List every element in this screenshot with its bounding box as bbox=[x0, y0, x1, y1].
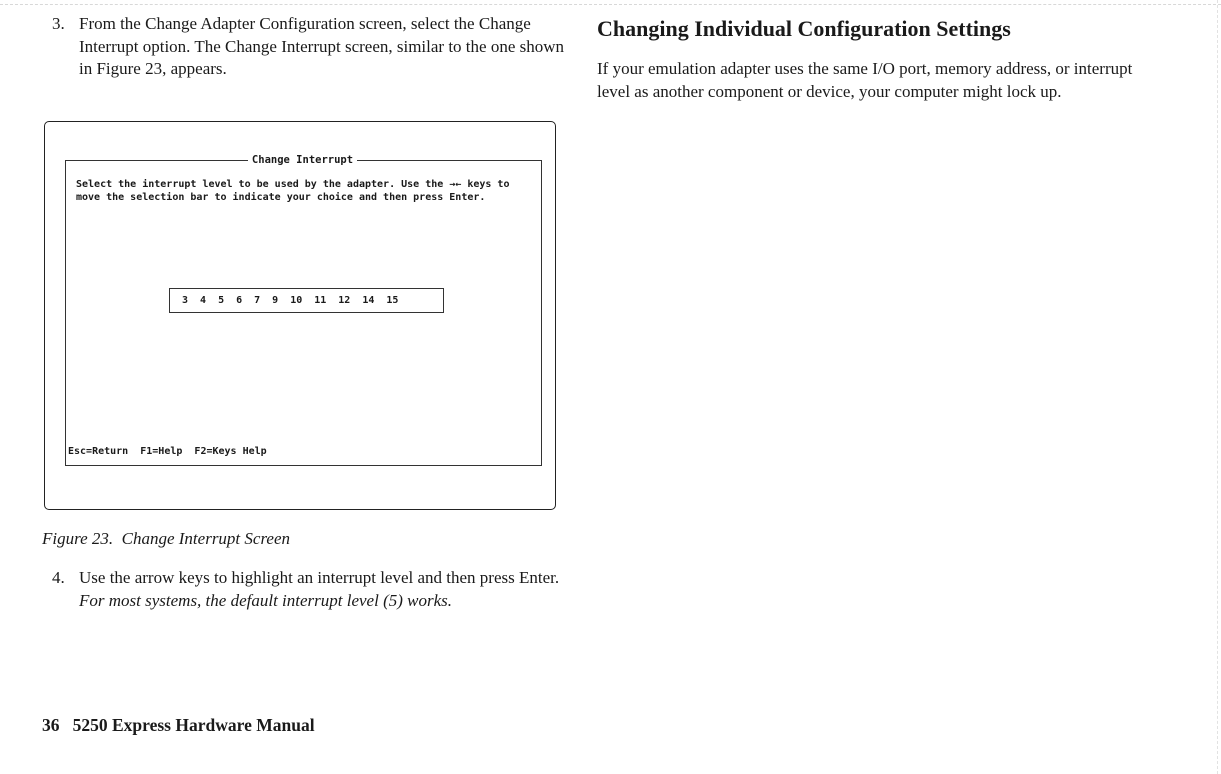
page-footer bbox=[42, 714, 315, 736]
dialog-title-rule-left bbox=[66, 160, 248, 161]
dialog-title-rule-right bbox=[357, 160, 541, 161]
step-4-note: For most systems, the default interrupt level (5) works. bbox=[79, 590, 453, 610]
step-4-number: 4. bbox=[52, 568, 65, 587]
interrupt-level-option[interactable]: 9 bbox=[272, 294, 279, 306]
interrupt-level-option[interactable]: 15 bbox=[386, 294, 399, 306]
interrupt-level-option[interactable]: 3 bbox=[182, 294, 189, 306]
interrupt-level-option[interactable]: 6 bbox=[236, 294, 243, 306]
page-edge-right bbox=[1217, 0, 1218, 774]
step-4-body bbox=[79, 567, 577, 612]
interrupt-level-option[interactable]: 14 bbox=[362, 294, 375, 306]
interrupt-level-option[interactable]: 11 bbox=[314, 294, 327, 306]
figure-caption: Figure 23. Change Interrupt Screen bbox=[42, 529, 291, 548]
step-4-text: Use the arrow keys to highlight an interrupt level and then press Enter. bbox=[79, 568, 560, 587]
section-body: If your emulation adapter uses the same I/O port, memory address, or interrupt level as another component or device, your computer might lock up. bbox=[597, 59, 1133, 101]
step-3 bbox=[52, 13, 577, 83]
dialog-instruction: Select the interrupt level to be used by the adapter. Use the →← keys to move the selection bar to indicate your choice and then press Enter. bbox=[76, 179, 510, 203]
interrupt-level-option[interactable]: 4 bbox=[200, 294, 207, 306]
page-edge-top bbox=[0, 4, 1221, 5]
interrupt-level-selector[interactable] bbox=[169, 288, 444, 313]
step-4 bbox=[52, 567, 577, 617]
change-interrupt-dialog bbox=[65, 154, 542, 466]
dialog-title: Change Interrupt bbox=[248, 152, 357, 168]
keys-help-bar: Esc=Return F1=Help F2=Keys Help bbox=[68, 446, 267, 457]
interrupt-level-option[interactable]: 12 bbox=[338, 294, 351, 306]
interrupt-level-option[interactable]: 7 bbox=[254, 294, 261, 306]
manual-title: 5250 Express Hardware Manual bbox=[72, 715, 315, 735]
interrupt-level-option[interactable]: 10 bbox=[290, 294, 303, 306]
step-3-text: From the Change Adapter Configuration screen, select the Change Interrupt option. The Change Interrupt screen, similar to the one shown in Figure 23, appears. bbox=[79, 14, 565, 78]
interrupt-level-option[interactable]: 5 bbox=[218, 294, 225, 306]
page-number: 36 bbox=[42, 715, 60, 735]
section-title: Changing Individual Configuration Settings bbox=[597, 16, 1011, 41]
step-3-number: 3. bbox=[52, 14, 65, 33]
